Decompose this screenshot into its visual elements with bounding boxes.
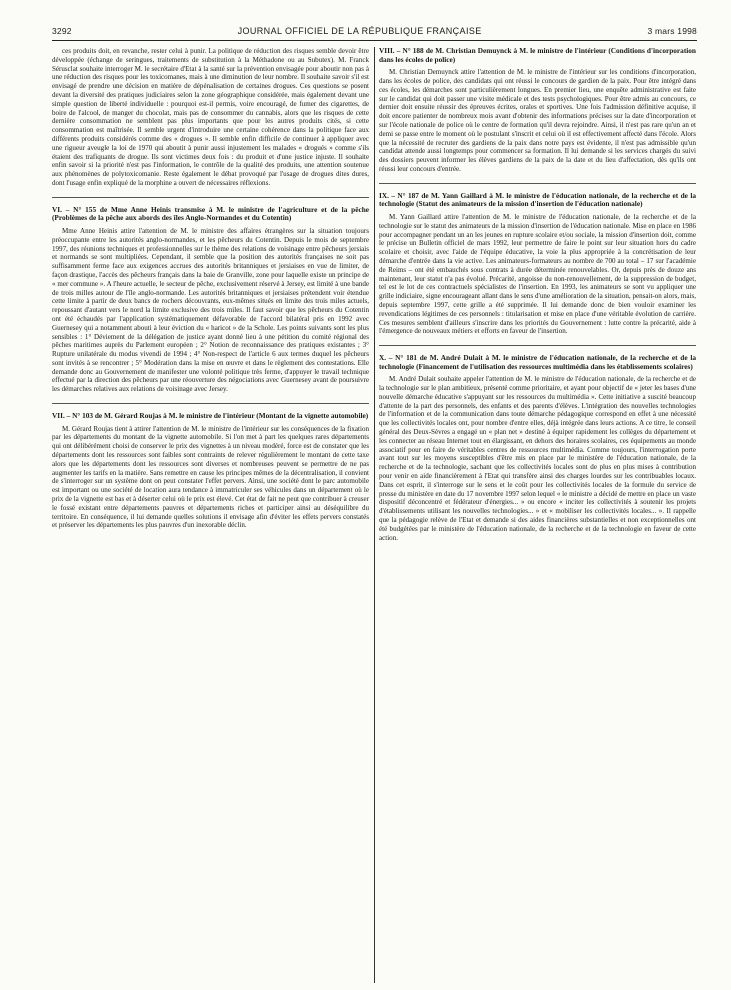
page-header: [52, 26, 697, 41]
column-rule: [374, 47, 375, 983]
question-155-text: Mme Anne Heinis attire l'attention de M. le ministre des affaires étrangères sur la situation toujours préoccupante entre les autorités anglo-normandes, et les pêcheurs du Cotentin. Depuis le mois de septembre 1997, des réunions techniques et professionnelles sur le thème des relations de voisinage entre pêcheurs jersiais et normands se sont multipliées. Cependant, il semble que la position des autorités françaises ne soit pas suffisamment ferme face aux exigences accrues des autorités britanniques et jersiaises en vue de limiter, de façon drastique, l'accès des pêcheurs français dans la baie de Granville, zone pour laquelle existe un principe de « mer commune ». A l'heure actuelle, le secteur de pêche, exclusivement réservé à Jersey, est limité à une bande de trois milles autour de l'île anglo-normande. Les autorités britanniques et jersiaises prétendent voir étendue cette limite à partir de deux bancs de rochers découvrants, eux-mêmes situés en limite des trois miles actuels, repoussant d'autant vers le nord la limite exclusive des trois miles. Il faut savoir que les pêcheurs du Cotentin ont été échaudés par l'application systématiquement défavorable de l'accord bilatéral pris en 1992 avec Guernesey qui a notamment abouti à leur éviction du « haricot » de la Schole. Les points suivants sont les plus sensibles : 1° Déviement de la délégation de justice ayant donné lieu à une pétition du comité régional des pêches maritimes auprès du Parlement européen ; 2° Notion de reconnaissance des pratiques existantes ; 3° Rupture unilatérale du modus vivendi de 1994 ; 4° Non-respect de l'article 6 aux termes duquel les pêcheurs sont invités à se rencontrer ; 5° Modération dans la mise en œuvre et dans le règlement des contestations. Elle demande donc au Gouvernement de manifester une volonté politique très ferme, d'appuyer le travail technique effectué par la direction des pêcheurs par une réouverture des négociations avec Guernesey avant de poursuivre les démarches relatives aux relations de voisinage avec Jersey.: [52, 226, 369, 394]
left-column: [52, 47, 369, 987]
page-number: 3292: [52, 26, 72, 36]
question-188-text: M. Christian Demuynck attire l'attention de M. le ministre de l'intérieur sur les conditions d'incorporation, dans les écoles de police, des candidats qui ont réussi le concours de gardien de la paix. Pour être intégré dans ces écoles, les démarches sont particulièrement longues. En premier lieu, une enquête administrative est faite sur le candidat qui doit passer une visite médicale et des tests psychologiques. Pour être admis au concours, ce dernier doit ensuite réussir des épreuves écrites, orales et sportives. Une fois l'admission définitive acquise, il doit encore patienter de nombreux mois avant d'obtenir des informations précises sur la date d'incorporation et sur l'école nationale de police où le centre de formation qu'il devra rejoindre. Ainsi, il n'est pas rare qu'un an et demi se passe entre le moment où le postulant s'inscrit et celui où il est effectivement affecté dans l'école. Alors que la nécessité de recruter des gardiens de la paix dans notre pays est évidente, il n'est pas admissible qu'un candidat attende aussi longtemps pour commencer sa formation. Il lui demande si les services chargés du suivi des dossiers peuvent informer les élèves gardiens de la paix de la date et du lieu d'affectation, dès qu'ils ont réussi leur concours d'entrée.: [379, 68, 696, 173]
right-column: [379, 47, 696, 987]
continued-question-text: ces produits doit, en revanche, rester celui à punir. La politique de réduction des risques semble devoir être développée (échange de seringues, traitements de substitution à la Méthadone ou au Subutex). M. Franck Sérusclat souhaite interroger M. le secrétaire d'Etat à la santé sur la prévention envisagée pour aboutir non pas à une réduction des risques pour les toxicomanes, mais à une diminution de leur nombre. Il souhaite savoir s'il est envisagé de prendre une décision en matière de dépénalisation de certaines drogues. Ces questions se posent devant la diversité des pratiques judiciaires selon la zone géographique considérée, mais également devant une simple question de liberté individuelle : pourquoi est-il permis, voire encouragé, de fumer des cigarettes, de boire de l'alcool, de manger du chocolat, mais pas de consommer du cannabis, alors que les risques de cette dernière consommation ne semblent pas plus importants que pour les autres produits cités, si cette consommation est maîtrisée. Il semble urgent d'introduire une certaine cohérence dans la politique face aux différents produits considérés comme des « drogues ». Il semble enfin difficile de continuer à appliquer avec une rigueur aveugle la loi de 1970 qui aboutit à punir aussi injustement les malades « drogués » comme s'ils étaient des trafiquants de drogue. Ils sont victimes deux fois : du produit et d'une justice injuste. Il souhaite enfin savoir si la priorité n'est pas l'information, le contrôle de la qualité des produits, une attention soutenue aux phénomènes de polytoxicomanie. Reste également le débat provoqué par l'usage de drogues dites dures, dont l'usage enfin expliqué de la morphine a ouvert de nécessaires réflexions.: [52, 47, 369, 187]
question-103-text: M. Gérard Roujas tient à attirer l'attention de M. le ministre de l'intérieur sur les conséquences de la fixation par les départements du montant de la vignette automobile. Si l'on met à part les quelques rares départements qui ont délibérément choisi de conserver le prix des vignettes à un niveau modéré, force est de constater que les départements dont les ressources sont faibles sont contraints de relever régulièrement le montant de cette taxe alors que les départements dont les ressources sont diverses et nombreuses peuvent se permettre de ne pas augmenter les tarifs en la matière. Sans remettre en cause les principes mêmes de la décentralisation, il convient de s'interroger sur un système dont on peut constater l'effet pervers. Ainsi, une société dont le parc automobile est important ou une société de location aura tendance à immatriculer ses véhicules dans un département où le prix de la vignette est bas et à déserter celui où le prix est élevé. Cet état de fait ne peut que contribuer à creuser le fossé existant entre départements pauvres et départements riches et participer ainsi au déséquilibre du territoire. En conséquence, il lui demande quelles solutions il envisage afin d'éviter les effets pervers constatés et préserver les départements les plus pauvres d'un inexorable déclin.: [52, 424, 369, 530]
question-187-text: M. Yann Gaillard attire l'attention de M. le ministre de l'éducation nationale, de la recherche et de la technologie sur le statut des animateurs de la mission d'insertion de l'éducation nationale. Mise en place en 1986 pour accompagner pendant un an les jeunes en rupture scolaire et/ou sociale, la mission d'insertion doit, comme le précise un Bulletin officiel de mars 1992, leur permettre de faire le point sur leur situation hors du cadre scolaire et choisir, avec l'aide de l'équipe éducative, la voie la plus appropriée à la concrétisation de leur démarche d'entrée dans la vie active. Les animateurs-formateurs au nombre de 700 au total – 17 sur l'académie de Reims – ont été embauchés sous contrats à durée déterminée renouvelables. Or, depuis près de douze ans maintenant, leur statut n'a pas évolué. Précarité, angoisse du non-renouvellement, de la suppression de budget, tel est le lot de ces contractuels spécialistes de l'insertion. En 1993, les animateurs se sont vu appliquer une grille indiciaire, signe encourageant allant dans le sens d'une amélioration de la situation, pensait-on alors, mais, depuis septembre 1997, cette grille a été supprimée. Il lui demande donc de bien vouloir examiner les revendications légitimes de ces personnels : titularisation et mise en place d'une véritable évolution de carrière. Ces mesures semblent d'ailleurs s'inscrire dans les priorités du Gouvernement : lutte contre la précarité, aide à l'émergence de nouveaux métiers et efforts en faveur de l'insertion.: [379, 212, 696, 336]
question-103-heading: VII. – N° 103 de M. Gérard Roujas à M. le ministre de l'intérieur (Montant de la vignette automobile): [52, 411, 369, 421]
section-divider: [52, 403, 369, 404]
issue-date: 3 mars 1998: [647, 26, 697, 36]
question-155-heading: VI. – N° 155 de Mme Anne Heinis transmise à M. le ministre de l'agriculture et de la pêche (Problèmes de la pêche aux abords des îles Anglo-Normandes et du Cotentin): [52, 204, 369, 223]
section-divider: [379, 183, 696, 184]
question-187-heading: IX. – N° 187 de M. Yann Gaillard à M. le ministre de l'éducation nationale, de la recherche et de la technologie (Statut des animateurs de la mission d'insertion de l'éducation nationale): [379, 190, 696, 209]
journal-title: JOURNAL OFFICIEL DE LA RÉPUBLIQUE FRANÇAISE: [237, 26, 482, 36]
question-181-heading: X. – N° 181 de M. André Dulait à M. le ministre de l'éducation nationale, de la recherche et de la technologie (Financement de l'utilisation des ressources multimédia dans les établissements scolaires): [379, 353, 696, 371]
two-column-body: [52, 47, 697, 987]
question-181-text: M. André Dulait souhaite appeler l'attention de M. le ministre de l'éducation nationale, de la recherche et de la technologie sur le plan ambitieux, présenté comme prioritaire, et ayant pour objectif de « jeter les bases d'une nouvelle démarche éducative s'appuyant sur les ressources du multimédia ». Cette initiative a suscité beaucoup d'attente de la part des personnels, des enfants et des parents d'élèves. L'intégration des nouvelles technologies de l'information et de la communication dans toute démarche pédagogique correspond en effet à une nécessité que les collectivités locales ont, pour nombre d'entre elles, déjà intégrée dans leurs actions. A ce titre, le conseil général des Deux-Sèvres a engagé un « plan net » destiné à équiper rapidement les collèges du département et les connecter au réseau Internet tout en élargissant, en dehors des horaires scolaires, ces équipements au monde associatif pour en faire de véritables centres de ressources multimédia. Comme toujours, l'interrogation porte avant tout sur les moyens susceptibles d'être mis en place par le ministère de l'éducation nationale, de la recherche et de la technologie, sachant que les collectivités locales sont de plus en plus mises à contribution pour venir en aide financièrement à l'Etat qui transfère ainsi des charges lourdes sur les contribuables locaux. Dans cet esprit, il s'interroge sur le sens et le coût pour les collectivités locales de la formule du service de presse du ministère en date du 17 novembre 1997 selon lequel « le ministre a décidé de mettre en place un vaste dispositif déconcentré et fédérateur d'énergies... » ou encore « inciter les collectivités à soutenir les projets d'établissements utilisant les nouvelles technologies... » et « mobiliser les collectivités locales... ». Il rappelle que la pédagogie relève de l'Etat et demande si des aides financières substantielles et non exceptionnelles ont été budgétées par le ministère de l'éducation nationale, de la recherche et de la technologie en faveur de cette action.: [379, 375, 696, 542]
question-188-heading: VIII. – N° 188 de M. Christian Demuynck à M. le ministre de l'intérieur (Conditions d'incorporation dans les écoles de police): [379, 47, 696, 64]
section-divider: [52, 197, 369, 198]
section-divider: [379, 345, 696, 346]
